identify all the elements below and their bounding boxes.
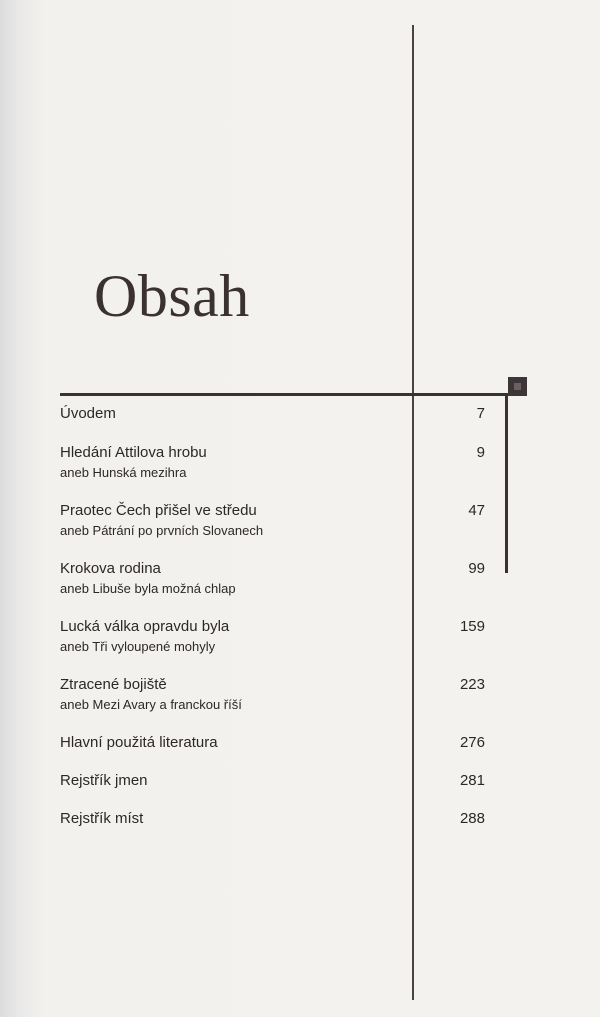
- toc-entry-title: Hlavní použitá literatura: [60, 734, 218, 751]
- toc-entry-praotec-cech: [60, 502, 490, 539]
- vertical-stub-rule: [505, 393, 508, 573]
- toc-entry-title: Rejstřík míst: [60, 810, 144, 827]
- toc-entry-subtitle: aneb Libuše byla možná chlap: [60, 581, 236, 596]
- toc-entry-title: Hledání Attilova hrobu: [60, 444, 207, 461]
- toc-entry-page: 7: [476, 405, 485, 422]
- toc-entry-lucka-valka: [60, 618, 490, 655]
- toc-entry-page: 99: [468, 560, 485, 577]
- toc-entry-page: 159: [459, 618, 485, 635]
- toc-entry-title: Ztracené bojiště: [60, 676, 167, 693]
- toc-entry-attila: [60, 444, 490, 481]
- toc-entry-page: 276: [459, 734, 485, 751]
- toc-entry-title: Rejstřík jmen: [60, 772, 148, 789]
- toc-entry-page: 288: [459, 810, 485, 827]
- toc-entry-literatura: [60, 734, 490, 752]
- toc-entry-page: 223: [459, 676, 485, 693]
- toc-entry-uvodem: [60, 405, 490, 423]
- toc-entry-subtitle: aneb Tři vyloupené mohyly: [60, 639, 216, 654]
- toc-entry-page: 47: [468, 502, 485, 519]
- page-title: Obsah: [94, 263, 250, 329]
- toc-entry-title: Praotec Čech přišel ve středu: [60, 502, 257, 519]
- toc-entry-ztracene-bojiste: [60, 676, 490, 713]
- toc-entry-page: 281: [459, 772, 485, 789]
- toc-entry-subtitle: aneb Pátrání po prvních Slovanech: [60, 523, 264, 538]
- toc-entry-rejstrik-jmen: [60, 772, 490, 790]
- toc-entry-title: Krokova rodina: [60, 560, 161, 577]
- toc-entry-rejstrik-mist: [60, 810, 490, 828]
- toc-entry-page: 9: [476, 444, 485, 461]
- horizontal-rule: [60, 393, 508, 396]
- toc-entry-title: Lucká válka opravdu byla: [60, 618, 230, 635]
- corner-square-ornament: [508, 377, 527, 396]
- toc-entry-subtitle: aneb Mezi Avary a franckou říší: [60, 697, 242, 712]
- toc-entry-title: Úvodem: [60, 405, 116, 422]
- toc-entry-krokova-rodina: [60, 560, 490, 597]
- square-inner: [514, 383, 521, 390]
- toc-entry-subtitle: aneb Hunská mezihra: [60, 465, 187, 480]
